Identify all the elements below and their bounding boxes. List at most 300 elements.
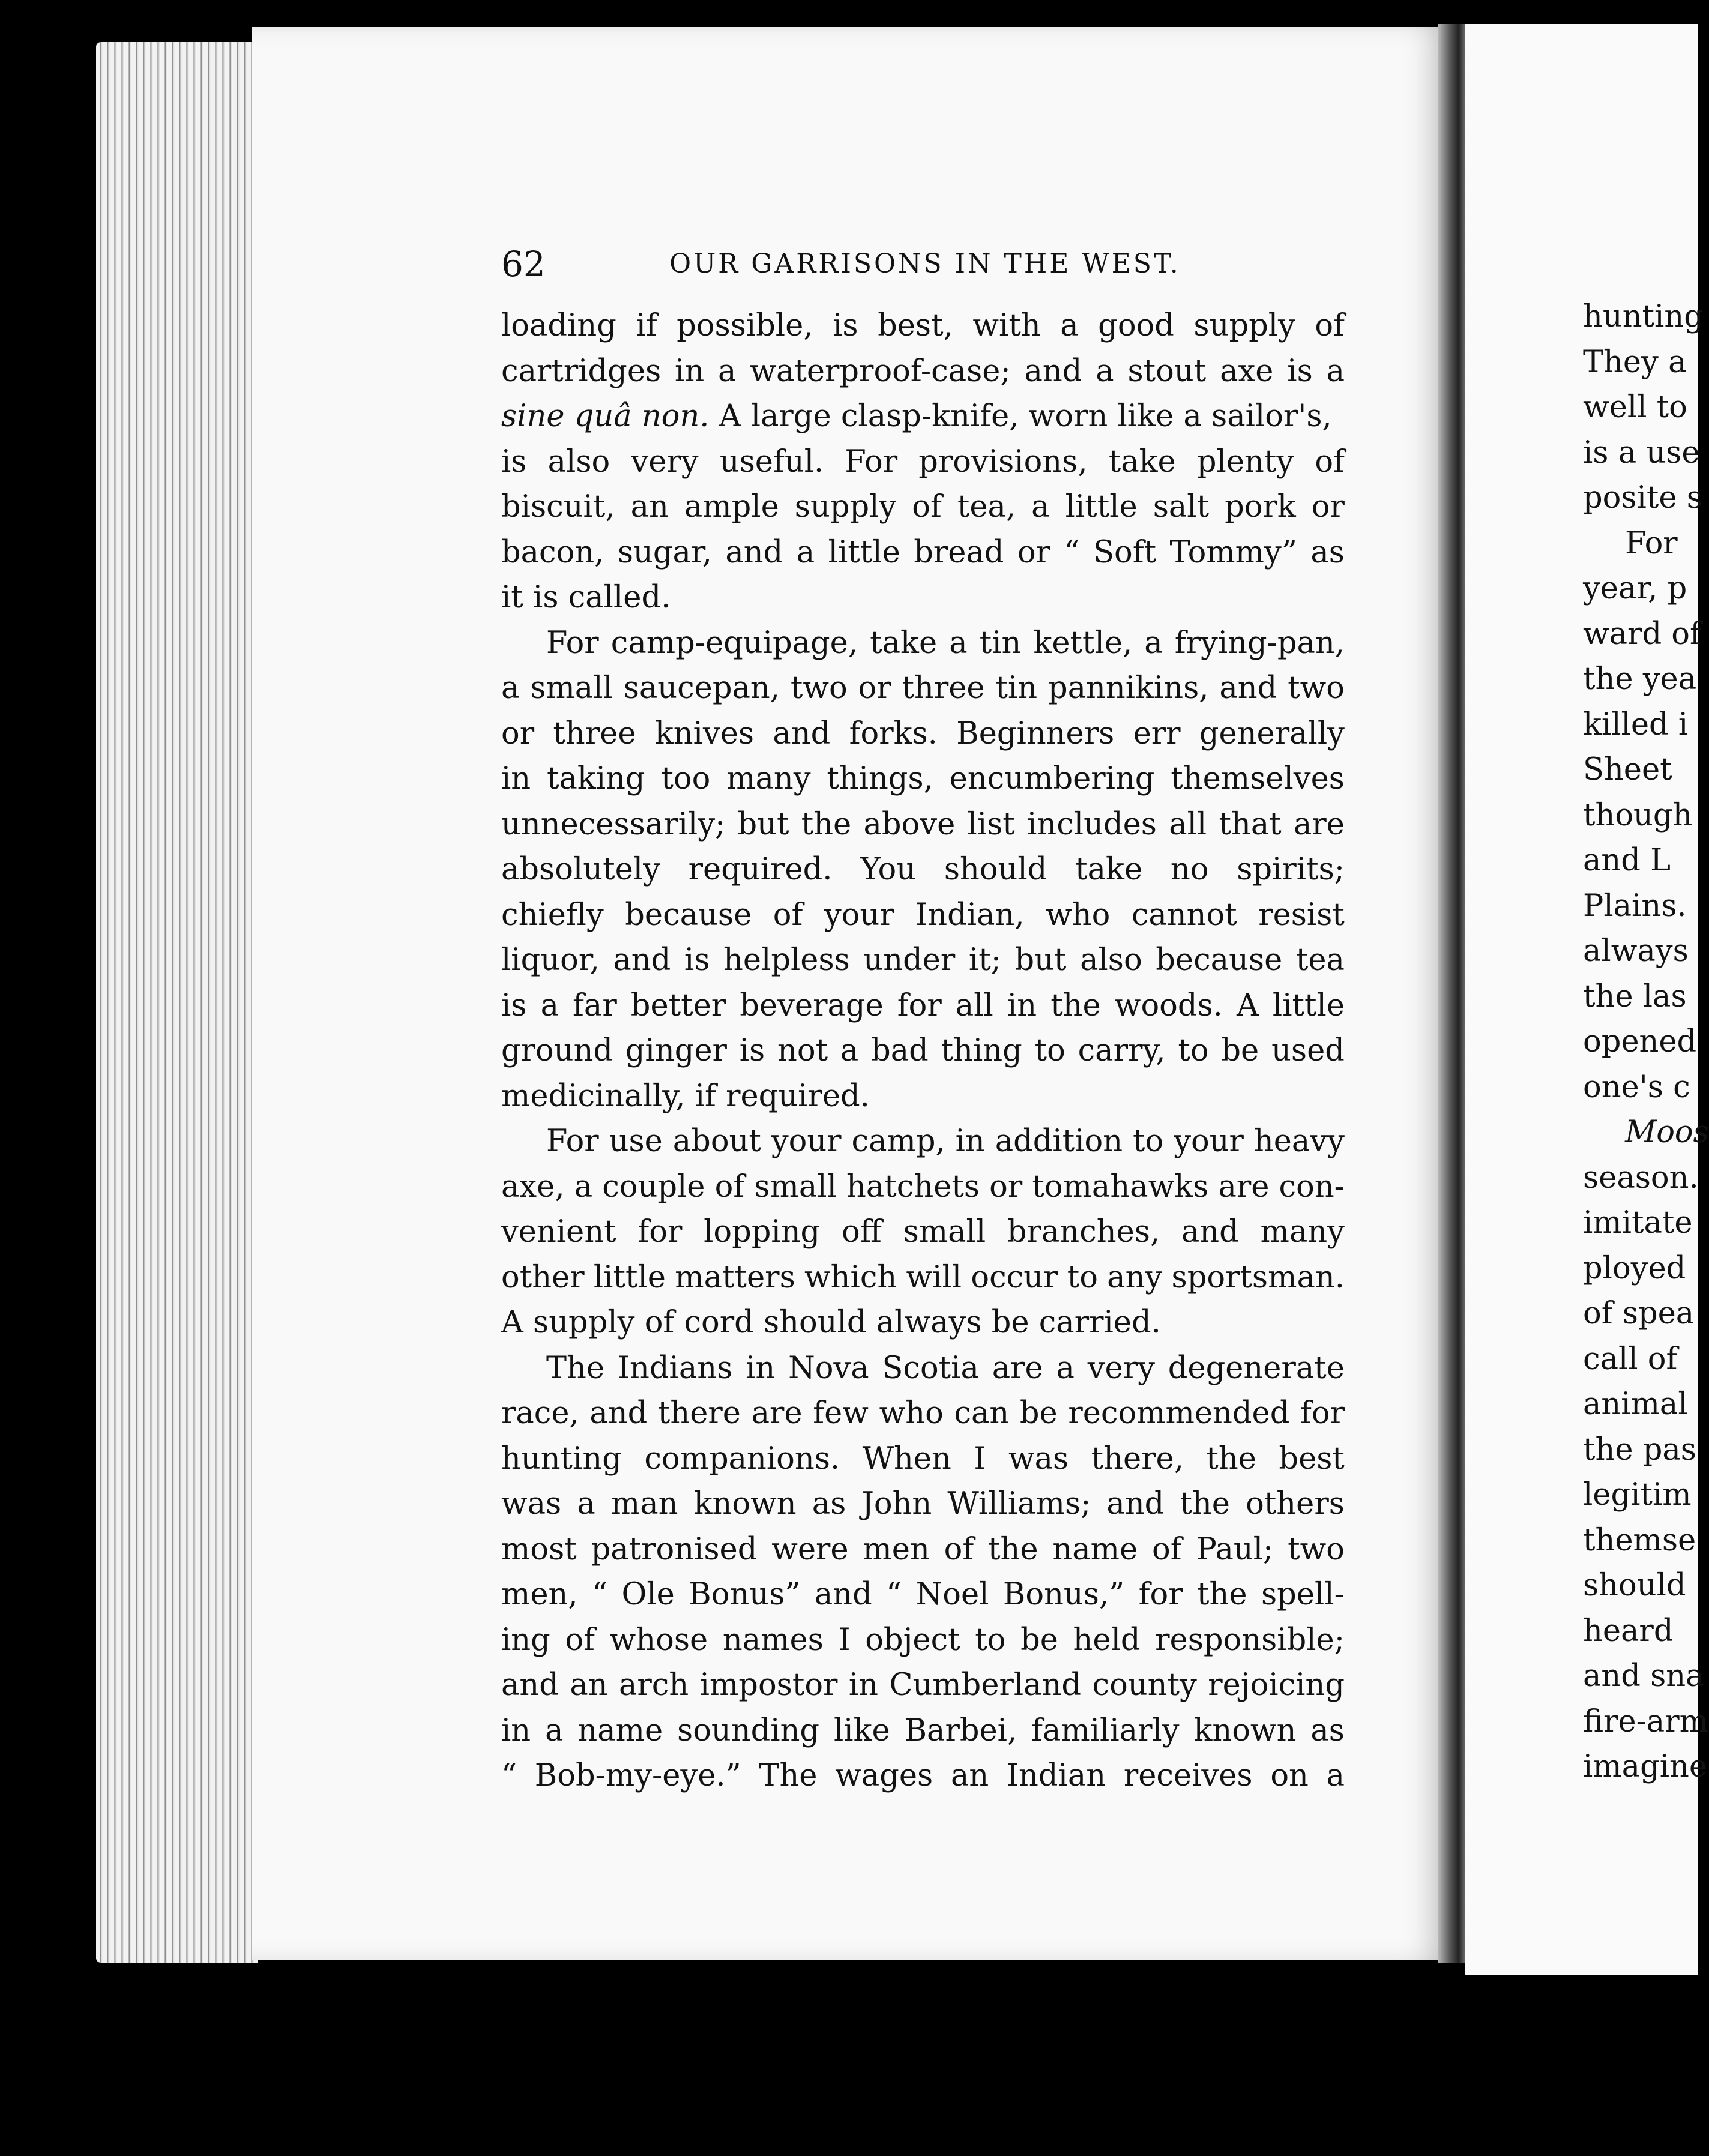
word: responsible; (1155, 1622, 1345, 1658)
line-text: it is called. (501, 580, 671, 615)
word: too (661, 761, 711, 796)
right-text-line: hunting (1583, 299, 1704, 334)
text-line (501, 1164, 1345, 1210)
italic-phrase: sine quâ non. (501, 399, 710, 434)
word: for (897, 987, 942, 1023)
text-line (501, 666, 1345, 711)
word: a (1031, 489, 1050, 525)
word: off (841, 1214, 882, 1250)
body-text (501, 303, 1345, 1840)
word: if (636, 308, 657, 343)
word: saucepan, (623, 670, 780, 706)
word: supply (794, 489, 897, 525)
right-text-line: ward of (1583, 616, 1701, 652)
right-text-line: call of (1583, 1341, 1678, 1377)
word: and (725, 534, 783, 570)
word: all (955, 987, 993, 1023)
word: Ole (621, 1577, 675, 1612)
word: of (1315, 444, 1345, 480)
text-line (501, 1391, 1345, 1436)
word: recommended (1068, 1396, 1290, 1431)
word: ing (501, 1622, 550, 1658)
word: two (1288, 670, 1345, 706)
right-text-line: imitate (1583, 1205, 1693, 1241)
word: an (630, 489, 669, 525)
word: Indian, (915, 897, 1025, 933)
right-text-line: and L (1583, 843, 1671, 878)
word: men (863, 1531, 930, 1567)
word: supply (1193, 308, 1295, 343)
word: small (754, 1169, 837, 1205)
word: stout (1127, 353, 1207, 389)
text-line (501, 349, 1345, 394)
word: wages (835, 1758, 933, 1793)
word: receives (1123, 1758, 1253, 1793)
word: Beginners (956, 715, 1115, 751)
word: like (833, 1712, 890, 1748)
word: most (501, 1531, 577, 1567)
word: take (1108, 444, 1176, 480)
right-text-line: should (1583, 1568, 1686, 1603)
line-segment (501, 394, 1332, 439)
word: in (501, 1712, 531, 1748)
right-text-line: opened (1583, 1024, 1697, 1059)
word: woods. (1114, 987, 1223, 1023)
word: and (1219, 670, 1277, 706)
word: “ (1064, 534, 1080, 570)
word: or (1017, 534, 1051, 570)
text-line (501, 1346, 1345, 1391)
word: helpless (723, 942, 850, 978)
word: a (540, 987, 559, 1023)
line-text: medicinally, if required. (501, 1078, 870, 1114)
right-text-line: killed i (1583, 706, 1689, 742)
word: was (1008, 1441, 1069, 1477)
word: waterproof-case; (750, 353, 1011, 389)
word: a (577, 1486, 595, 1522)
right-text-line: one's c (1583, 1069, 1690, 1105)
word: as (1310, 1712, 1345, 1748)
word: be (1019, 1396, 1058, 1431)
word: used (1271, 1033, 1345, 1068)
word: men, (501, 1577, 578, 1612)
word: better (630, 987, 726, 1023)
word: pork (1225, 489, 1296, 525)
text-line (501, 1436, 1345, 1482)
word: far (573, 987, 617, 1023)
word: or (501, 715, 535, 751)
word: tin (979, 625, 1022, 661)
word: patronised (591, 1531, 758, 1567)
word: and (1106, 1486, 1165, 1522)
word: are (992, 1350, 1043, 1386)
word: in (746, 1350, 776, 1386)
word: as (812, 1486, 846, 1522)
word: Bonus” (689, 1577, 801, 1612)
word: absolutely (501, 852, 660, 887)
word: a (949, 625, 968, 661)
word: thing (941, 1033, 1022, 1068)
right-text-line: the pas (1583, 1432, 1696, 1468)
word: venient (501, 1214, 616, 1250)
text-line (501, 1663, 1345, 1708)
word: whose (609, 1622, 708, 1658)
word: and (773, 715, 831, 751)
right-text-line: season. (1583, 1160, 1699, 1196)
word: object (865, 1622, 960, 1658)
word: because (1156, 942, 1283, 978)
word: best, (878, 308, 953, 343)
word: ample (684, 489, 779, 525)
word: Bonus,” (1002, 1577, 1125, 1612)
word: was (501, 1486, 562, 1522)
word: others (1246, 1486, 1345, 1522)
right-text-line: For (1625, 525, 1678, 561)
word: a (1326, 353, 1345, 389)
word: the (1197, 1577, 1247, 1612)
word: list (967, 806, 1015, 842)
word: impostor (699, 1667, 838, 1703)
word: camp, (851, 1124, 945, 1159)
word: You (860, 852, 917, 887)
word: in (848, 1667, 879, 1703)
text-line (501, 394, 1345, 439)
word: pannikins, (1047, 670, 1209, 706)
text-line (501, 983, 1345, 1029)
word: known (1193, 1712, 1297, 1748)
word: many (726, 761, 811, 796)
word: matters (675, 1259, 795, 1295)
word: your (1174, 1124, 1244, 1159)
book-gutter (1438, 24, 1468, 1963)
text-line (501, 756, 1345, 802)
word: and (589, 1396, 648, 1431)
text-line (501, 1481, 1345, 1527)
word: Cumberland (889, 1667, 1082, 1703)
right-text-line: Sheet (1583, 752, 1672, 787)
word: no (1170, 852, 1209, 887)
word: required. (688, 852, 833, 887)
word: your (824, 897, 894, 933)
word: couple (602, 1169, 705, 1205)
word: take (870, 625, 938, 661)
word: to (975, 1622, 1006, 1658)
word: be (1221, 1033, 1259, 1068)
right-text-line: fire-arm (1583, 1703, 1708, 1739)
word: and (814, 1577, 872, 1612)
word: small (530, 670, 613, 706)
word: Nova (788, 1350, 869, 1386)
word: it; (968, 942, 1001, 978)
page-number: 62 (501, 244, 546, 285)
text-line (501, 575, 1345, 621)
word: lopping (704, 1214, 821, 1250)
word: of (944, 1531, 974, 1567)
word: a (1056, 1350, 1075, 1386)
word: spell- (1261, 1577, 1345, 1612)
word: ginger (625, 1033, 727, 1068)
word: familiarly (1031, 1712, 1180, 1748)
word: salt (1153, 489, 1210, 525)
word: useful. (719, 444, 824, 480)
word: the (1180, 1486, 1230, 1522)
word: an (570, 1667, 608, 1703)
word: not (777, 1033, 828, 1068)
word: who (879, 1396, 944, 1431)
word: use (609, 1124, 663, 1159)
word: things, (827, 761, 933, 796)
word: axe, (501, 1169, 565, 1205)
word: kettle, (1033, 625, 1133, 661)
word: of (714, 1169, 745, 1205)
text-line (501, 1209, 1345, 1255)
text-line (501, 1618, 1345, 1663)
word: county (1092, 1667, 1197, 1703)
word: The (759, 1758, 818, 1793)
word: are (751, 1396, 803, 1431)
word: Bob-my-eye.” (534, 1758, 741, 1793)
word: is (833, 308, 858, 343)
text-line (501, 1300, 1345, 1346)
word: forks. (849, 715, 938, 751)
word: to (1067, 1259, 1098, 1295)
right-text-line: well to (1583, 390, 1687, 425)
word: hatchets (846, 1169, 980, 1205)
word: is (684, 942, 710, 978)
right-text-line: legitim (1583, 1477, 1692, 1513)
right-text-line: year, p (1583, 571, 1687, 606)
word: Barbei, (904, 1712, 1017, 1748)
word: bacon, (501, 534, 604, 570)
word: there (657, 1396, 741, 1431)
word: for (637, 1214, 683, 1250)
word: ground (501, 1033, 613, 1068)
word: a (501, 670, 520, 706)
text-line (501, 847, 1345, 893)
word: a (574, 1169, 593, 1205)
word: in (955, 1124, 985, 1159)
word: A (1236, 987, 1259, 1023)
word: is (739, 1033, 765, 1068)
word: arch (619, 1667, 689, 1703)
word: of (1152, 1531, 1182, 1567)
word: few (813, 1396, 869, 1431)
word: cartridges (501, 353, 662, 389)
word: plenty (1196, 444, 1294, 480)
word: the (1206, 1441, 1256, 1477)
word: that (1219, 806, 1282, 842)
word: provisions, (918, 444, 1088, 480)
word: Indians (617, 1350, 733, 1386)
text-line (501, 938, 1345, 983)
word: loading (501, 308, 616, 343)
word: con- (1279, 1169, 1345, 1205)
word: tea (1295, 942, 1345, 978)
word: a (1060, 308, 1079, 343)
text-line (501, 303, 1345, 349)
word: bad (871, 1033, 929, 1068)
right-text-line: the las (1583, 978, 1687, 1014)
word: Scotia (882, 1350, 979, 1386)
word: held (1073, 1622, 1141, 1658)
text-line (501, 621, 1345, 666)
word: spirits; (1237, 852, 1345, 887)
word: a (718, 353, 737, 389)
word: a (1096, 353, 1114, 389)
text-line (501, 1527, 1345, 1573)
word: carry, (1078, 1033, 1166, 1068)
word: little (1065, 489, 1138, 525)
word: tin (995, 670, 1038, 706)
word: When (862, 1441, 951, 1477)
word: good (1098, 308, 1174, 343)
word: name (1052, 1531, 1138, 1567)
word: be (1020, 1622, 1058, 1658)
word: is (501, 987, 527, 1023)
word: can (954, 1396, 1010, 1431)
word: Noel (915, 1577, 989, 1612)
word: little (828, 534, 900, 570)
word: degenerate (1168, 1350, 1345, 1386)
right-text-line: the yea (1583, 661, 1697, 697)
text-line (501, 1028, 1345, 1074)
running-title: OUR GARRISONS IN THE WEST. (669, 248, 1181, 279)
word: for (1300, 1396, 1345, 1431)
word: little (593, 1259, 666, 1295)
word: “ (501, 1758, 517, 1793)
word: a (1326, 1758, 1345, 1793)
word: many (1260, 1214, 1345, 1250)
word: to (1133, 1124, 1164, 1159)
word: and (1181, 1214, 1239, 1250)
word: about (672, 1124, 761, 1159)
word: of (773, 897, 803, 933)
right-text-line: is a use (1583, 435, 1700, 471)
word: your (771, 1124, 842, 1159)
word: is (1287, 353, 1313, 389)
text-line (501, 893, 1345, 938)
right-text-line: animal (1583, 1387, 1688, 1422)
word: an (950, 1758, 989, 1793)
word: cannot (1131, 897, 1237, 933)
word: or (989, 1169, 1023, 1205)
word: the (801, 806, 852, 842)
word: camp-equipage, (610, 625, 858, 661)
word: Paul; (1196, 1531, 1274, 1567)
word: is (501, 444, 527, 480)
word: little (1272, 987, 1345, 1023)
word: a (545, 1712, 564, 1748)
word: biscuit, (501, 489, 615, 525)
word: hunting (501, 1441, 622, 1477)
word: as (1310, 534, 1345, 570)
word: any (1107, 1259, 1163, 1295)
word: take (1075, 852, 1143, 887)
word: and (613, 942, 671, 978)
right-text-line: Plains. (1583, 888, 1687, 924)
word: also (547, 444, 610, 480)
word: are (1293, 806, 1345, 842)
word: two (1288, 1531, 1345, 1567)
word: small (903, 1214, 986, 1250)
word: heavy (1253, 1124, 1345, 1159)
word: for (1138, 1577, 1183, 1612)
word: Williams; (947, 1486, 1091, 1522)
word: I (838, 1622, 851, 1658)
word: and (501, 1667, 559, 1703)
word: John (861, 1486, 932, 1522)
word: but (1014, 942, 1067, 978)
word: a (840, 1033, 859, 1068)
word: includes (1027, 806, 1157, 842)
word: rejoicing (1208, 1667, 1345, 1703)
word: encumbering (949, 761, 1155, 796)
word: three (553, 715, 636, 751)
word: to (1034, 1033, 1065, 1068)
right-text-line: always (1583, 933, 1689, 969)
text-line (501, 1753, 1345, 1799)
right-text-line: imagine (1583, 1749, 1708, 1784)
word: themselves (1171, 761, 1345, 796)
word: Soft (1093, 534, 1157, 570)
word: three (902, 670, 985, 706)
word: Indian (1006, 1758, 1106, 1793)
right-text-line: themse (1583, 1522, 1696, 1558)
text-line (501, 439, 1345, 485)
word: possible, (677, 308, 813, 343)
word: knives (654, 715, 755, 751)
word: the (1050, 987, 1101, 1023)
line-text: A supply of cord should always be carried. (501, 1305, 1161, 1340)
text-line (501, 1255, 1345, 1301)
word: For (845, 444, 898, 480)
word: all (1169, 806, 1207, 842)
word: “ (886, 1577, 902, 1612)
word: are (1218, 1169, 1270, 1205)
text-line (501, 530, 1345, 576)
word: to (1178, 1033, 1209, 1068)
word: but (737, 806, 789, 842)
word: sugar, (617, 534, 712, 570)
word: above (863, 806, 956, 842)
word: which (804, 1259, 897, 1295)
word: or (1311, 489, 1345, 525)
text-line (501, 1119, 1345, 1164)
text-line (501, 1708, 1345, 1754)
word: a (796, 534, 815, 570)
word: bread (914, 534, 1004, 570)
right-text-line: They a (1583, 344, 1687, 380)
word: tea, (957, 489, 1016, 525)
text-line (501, 802, 1345, 848)
word: branches, (1007, 1214, 1160, 1250)
word: I (974, 1441, 986, 1477)
word: names (722, 1622, 824, 1658)
word: tomahawks (1032, 1169, 1209, 1205)
word: addition (995, 1124, 1123, 1159)
page-edges (96, 42, 258, 1963)
word: For (546, 625, 599, 661)
right-text-line: ployed (1583, 1250, 1686, 1286)
word: will (906, 1259, 962, 1295)
word: taking (546, 761, 645, 796)
word: should (944, 852, 1047, 887)
word: of (912, 489, 942, 525)
word: Tommy” (1169, 534, 1297, 570)
word: because (625, 897, 752, 933)
word: name (577, 1712, 663, 1748)
line-segment: A large clasp-knife, worn like a sailor's, (709, 399, 1332, 434)
